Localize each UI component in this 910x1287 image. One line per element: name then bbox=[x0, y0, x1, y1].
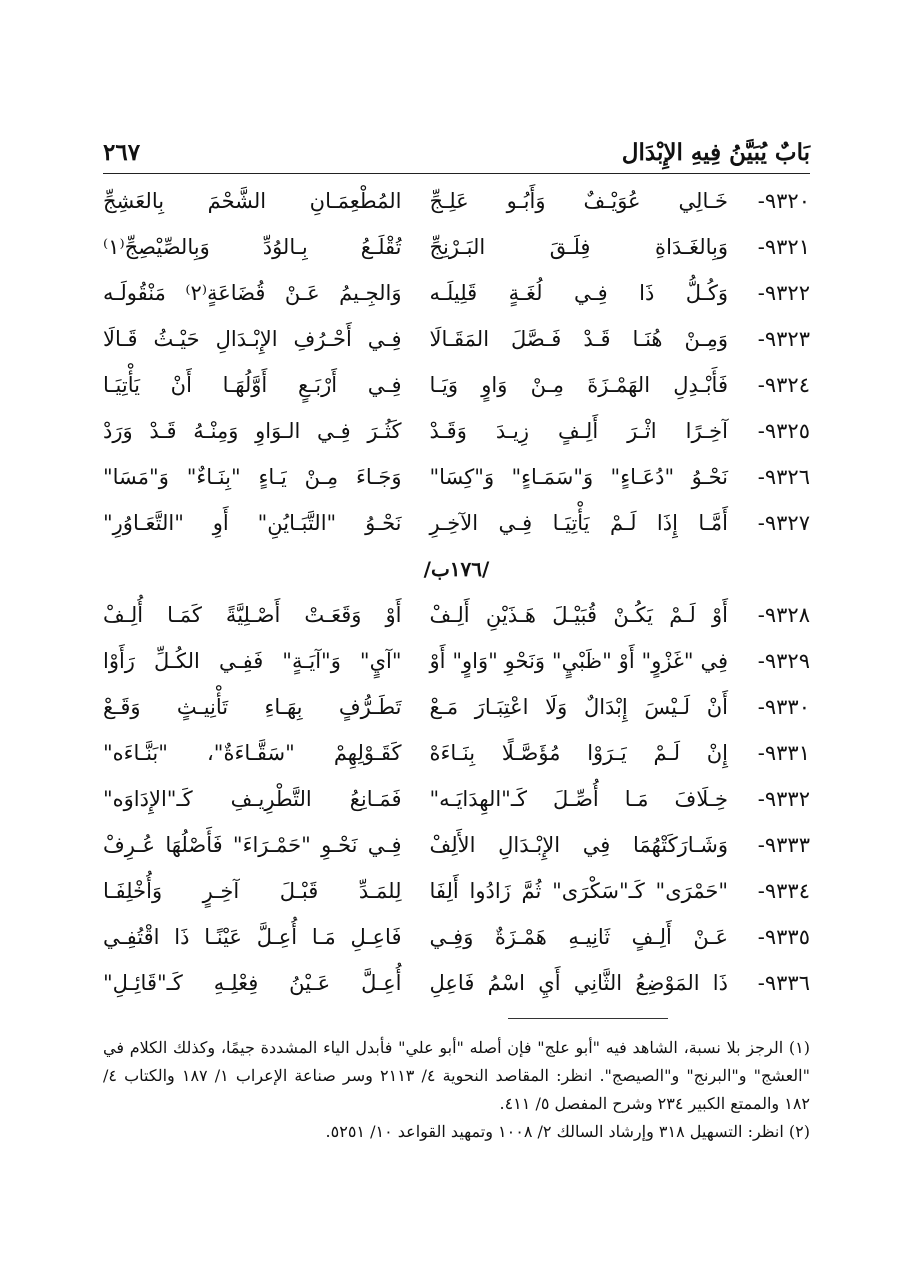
verse-line bbox=[103, 960, 810, 1006]
verse-second-hemistich: أَوْ وَقَعَـتْ أَصْـلِيَّةً كَمَـا أُلِـفْ bbox=[103, 603, 402, 627]
verse-first-hemistich: أَنْ لَـيْسَ إِبْدَالٌ وَلَا اعْتِبَـارَ مَـعْ bbox=[429, 695, 728, 719]
verse-second-hemistich: فَمَـانِعُ التَّطْرِيـفِ كَـ"الإِدَاوَه" bbox=[103, 787, 402, 811]
verse-number: ٩٣٣٣- bbox=[757, 833, 810, 857]
verse-number: ٩٣٢٤- bbox=[757, 373, 810, 397]
verse-second-hemistich: وَالجِـيمُ عَـنْ قُضَاعَةٍ⁽٢⁾ مَنْقُولَـه bbox=[103, 281, 402, 305]
verse-number: ٩٣٢٩- bbox=[757, 649, 810, 673]
verse-first-hemistich: وَكُـلُّ ذَا فِـي لُغَـةٍ قَلِيلَـه bbox=[429, 281, 728, 305]
verse-first-hemistich: خَـالِي عُوَيْـفٌ وَأَبُـو عَلِـجِّ bbox=[429, 189, 728, 213]
verse-first-hemistich: عَـنْ أَلِـفٍ ثَانِيـهِ هَمْـزَةٌ وَفِـي bbox=[429, 925, 728, 949]
verse-first-hemistich: ذَا المَوْضِعُ الثَّانِي أَيِ اسْمُ فَاعِلِ bbox=[429, 971, 728, 995]
verse-number: ٩٣٢٦- bbox=[757, 465, 810, 489]
verse-line bbox=[103, 270, 810, 316]
verse-number: ٩٣٢٥- bbox=[757, 419, 810, 443]
verse-line bbox=[103, 914, 810, 960]
footnote-rule bbox=[508, 1018, 668, 1019]
verse-first-hemistich: فِي "غَزْوٍ" أَوْ "ظَبْيٍ" وَنَحْوِ "وَاوٍ" أَوْ bbox=[429, 649, 728, 673]
verse-second-hemistich: كَثُـرَ فِـي الـوَاوِ وَمِنْـهُ قَـدْ وَرَدْ bbox=[103, 419, 402, 443]
verse-line bbox=[103, 454, 810, 500]
chapter-title: بَابٌ يُبَيَّنُ فِيهِ الإِبْدَال bbox=[621, 138, 810, 166]
verse-first-hemistich: فَأَبْـدِلِ الهَمْـزَةَ مِـنْ وَاوٍ وَيَـا bbox=[429, 373, 728, 397]
verse-second-hemistich: المُطْعِمَـانِ الشَّحْمَ بِالعَشِجِّ bbox=[103, 189, 402, 213]
verse-line bbox=[103, 730, 810, 776]
verse-list bbox=[103, 178, 810, 1006]
verse-number: ٩٣٣٥- bbox=[757, 925, 810, 949]
verse-line bbox=[103, 868, 810, 914]
verse-line bbox=[103, 178, 810, 224]
verse-line bbox=[103, 822, 810, 868]
verse-line bbox=[103, 638, 810, 684]
verse-number: ٩٣٢٠- bbox=[757, 189, 810, 213]
verse-first-hemistich: "حَمْرَى" كَـ"سَكْرَى" ثُمَّ زَادُوا أَلِفَا bbox=[429, 879, 728, 903]
page-number: ٢٦٧ bbox=[103, 138, 141, 166]
footnote-1: (١) الرجز بلا نسبة، الشاهد فيه "أبو علج" فإن أصله "أبو علي" فأبدل الياء المشددة جيمًا، وكذلك الكلام في "العشج" و"البرنج" و"الصيصج". انظر: المقاصد النحوية ٤/ ٢١١٣ وسر صناعة الإعراب ١/ ١٨٧ والكتاب ٤/ ١٨٢ والممتع الكبير ٢٣٤ وشرح المفصل ٥/ ٤١١. bbox=[103, 1038, 810, 1113]
footnotes bbox=[103, 1034, 810, 1146]
verse-second-hemistich: وَجَـاءَ مِـنْ يَـاءٍ "بِنَـاءٌ" وَ"مَسَا" bbox=[103, 465, 402, 489]
verse-second-hemistich: أُعِـلَّ عَـيْنُ فِعْلِـهِ كَـ"قَائِـلِ" bbox=[103, 971, 402, 995]
verse-line bbox=[103, 224, 810, 270]
verse-number: ٩٣٢١- bbox=[757, 235, 810, 259]
verse-second-hemistich: فَاعِـلِ مَـا أُعِـلَّ عَيْنًـا ذَا اقْتُفِـي bbox=[103, 925, 402, 949]
verse-second-hemistich: لِلمَـدِّ قَبْـلَ آخِـرٍ وَأُخْلِفَـا bbox=[103, 879, 402, 903]
verse-group-1 bbox=[103, 178, 810, 546]
verse-first-hemistich: إِنْ لَـمْ يَـرَوْا مُؤَصَّـلًا بِنَـاءَهْ bbox=[429, 741, 728, 765]
verse-second-hemistich: نَحْـوُ "التَّبَـايُنِ" أَوِ "التَّعَـاوُرِ" bbox=[103, 511, 402, 535]
verse-second-hemistich: فِـي أَرْبَـعٍ أَوَّلُهَـا أَنْ يَأْتِيَـا bbox=[103, 373, 402, 397]
verse-line bbox=[103, 592, 810, 638]
verse-second-hemistich: تَطَـرُّفٍ بِهَـاءِ تَأْنِيـثٍ وَقَـعْ bbox=[103, 695, 402, 719]
verse-number: ٩٣٣٢- bbox=[757, 787, 810, 811]
verse-number: ٩٣٣٤- bbox=[757, 879, 810, 903]
footnote-2: (٢) انظر: التسهيل ٣١٨ وإرشاد السالك ٢/ ١٠٠٨ وتمهيد القواعد ١٠/ ٥٢٥١. bbox=[325, 1122, 810, 1141]
header-rule bbox=[103, 173, 810, 174]
verse-second-hemistich: كَقَـوْلِهِمْ "سَقَّـاءَةٌ"، "بَنَّـاءَه" bbox=[103, 741, 402, 765]
verse-number: ٩٣٣٦- bbox=[757, 971, 810, 995]
verse-first-hemistich: وَمِـنْ هُنَـا قَـدْ فَـصَّلَ المَقَـالَا bbox=[429, 327, 728, 351]
verse-first-hemistich: وَشَـارَكَتْهُمَا فِي الإِبْـدَالِ الأَلِفْ bbox=[429, 833, 728, 857]
verse-number: ٩٣٢٧- bbox=[757, 511, 810, 535]
verse-first-hemistich: آخِـرًا اثْـرَ أَلِـفٍ زِيـدَ وَقَـدْ bbox=[429, 419, 728, 443]
verse-number: ٩٣٢٨- bbox=[757, 603, 810, 627]
verse-line bbox=[103, 316, 810, 362]
verse-line bbox=[103, 684, 810, 730]
verse-line bbox=[103, 776, 810, 822]
folio-marker: /١٧٦ب/ bbox=[423, 557, 490, 581]
verse-first-hemistich: خِـلَافَ مَـا أُصِّـلَ كَـ"الهِدَايَـه" bbox=[429, 787, 728, 811]
verse-second-hemistich: "آيٍ" وَ"آيَـةٍ" فَفِـي الكُـلِّ رَأَوْا bbox=[103, 649, 402, 673]
verse-number: ٩٣٢٣- bbox=[757, 327, 810, 351]
verse-number: ٩٣٣١- bbox=[757, 741, 810, 765]
verse-line bbox=[103, 500, 810, 546]
verse-second-hemistich: فِـي أَحْـرُفِ الإِبْـدَالِ حَيْـثُ قَـالَا bbox=[103, 327, 402, 351]
verse-first-hemistich: نَحْـوُ "دُعَـاءٍ" وَ"سَمَـاءٍ" وَ"كِسَا" bbox=[429, 465, 728, 489]
verse-line bbox=[103, 408, 810, 454]
verse-group-2 bbox=[103, 592, 810, 1006]
running-header bbox=[103, 132, 810, 172]
verse-second-hemistich: تُقْلَـعُ بِـالوُدِّ وَبِالصِّيْصِجِّ⁽١⁾ bbox=[103, 235, 402, 259]
verse-first-hemistich: أَوْ لَـمْ يَكُـنْ قُبَيْـلَ هَـذَيْنِ أَلِـفْ bbox=[429, 603, 728, 627]
verse-number: ٩٣٢٢- bbox=[757, 281, 810, 305]
verse-second-hemistich: فِـي نَحْـوِ "حَمْـرَاءَ" فَأَصْلُهَا عُـرِفْ bbox=[103, 833, 402, 857]
verse-number: ٩٣٣٠- bbox=[757, 695, 810, 719]
verse-first-hemistich: وَبِالغَـدَاةِ فِلَـقَ البَـرْنِجِّ bbox=[429, 235, 728, 259]
verse-line bbox=[103, 362, 810, 408]
verse-first-hemistich: أَمَّـا إِذَا لَـمْ يَأْتِيَـا فِـي الآخِـرِ bbox=[429, 511, 728, 535]
